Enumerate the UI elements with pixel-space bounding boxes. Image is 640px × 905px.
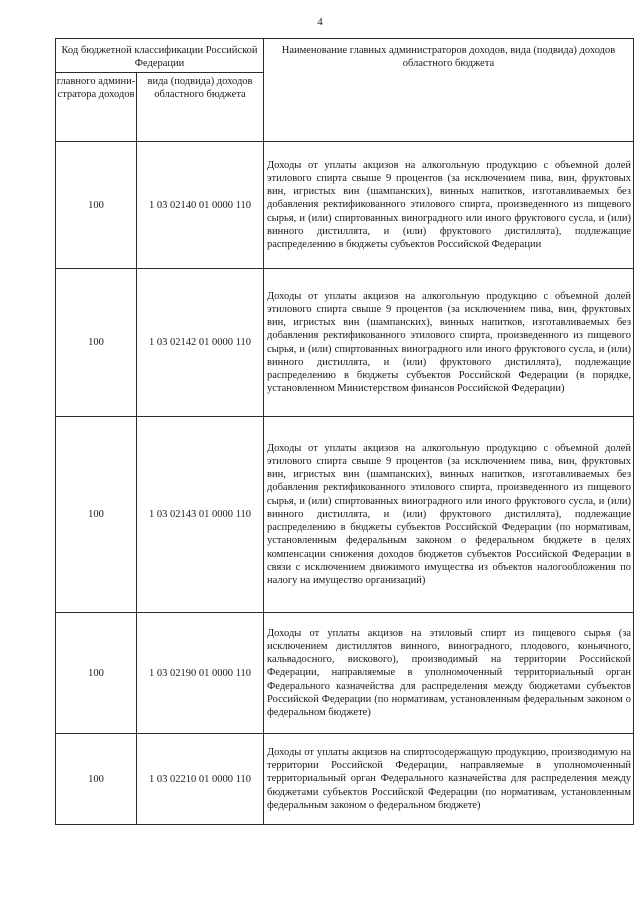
revenue-name-cell: Доходы от уплаты акцизов на алкогольную продукцию с объемной долей этилового спирта свыше 9 процентов (за исключением пива, вин, фруктовых вин, игристых вин (шампанских), винных напитков, изготавливаемых без добавления ректификованного этилового спирта, произведенного из пищевого сырья, и (или) спиртованных виноградного или иного фруктового сусла, и (или) винного дистиллята, и (или) фруктового дистиллята), подлежащие распределению в бюджеты субъектов Российской Федерации (264, 142, 634, 269)
header-revenue-type-column: вида (подвида) доходов областного бюджета (137, 73, 264, 142)
admin-code-cell: 100 (56, 417, 137, 613)
table-row (56, 417, 634, 613)
revenue-code-cell: 1 03 02210 01 0000 110 (137, 734, 264, 825)
table-row (56, 613, 634, 734)
admin-code-cell: 100 (56, 734, 137, 825)
revenue-name-cell: Доходы от уплаты акцизов на алкогольную продукцию с объемной долей этилового спирта свыше 9 процентов (за исключением пива, вин, фруктовых вин, игристых вин (шампанских), винных напитков, изготавливаемых без добавления ректификованного этилового спирта, произведенного из пищевого сырья, и (или) спиртованных виноградного или иного фруктового сусла, и (или) винного дистиллята, и (или) фруктового дистиллята), подлежащие распределению в бюджеты субъектов Российской Федерации (в порядке, установленном Министерством финансов Российской Федерации) (264, 269, 634, 417)
revenue-name-cell: Доходы от уплаты акцизов на спиртосодержащую продукцию, производимую на территории Российской Федерации, направляемые в уполномоченный территориальный орган Федерального казначейства для распределения между бюджетами субъектов Российской Федерации (по нормативам, установленным федеральным законом о федеральном бюджете) (264, 734, 634, 825)
revenue-code-cell: 1 03 02190 01 0000 110 (137, 613, 264, 734)
admin-code-cell: 100 (56, 269, 137, 417)
header-name-column: Наименование главных администраторов доходов, вида (подвида) доходов областного бюджета (264, 39, 634, 142)
revenue-code-cell: 1 03 02143 01 0000 110 (137, 417, 264, 613)
table-row (56, 269, 634, 417)
revenue-code-cell: 1 03 02140 01 0000 110 (137, 142, 264, 269)
revenue-name-cell: Доходы от уплаты акцизов на этиловый спирт из пищевого сырья (за исключением дистиллятов винного, виноградного, плодового, коньячного, кальвадосного, вискового), производимый на территории Российской Федерации, направляемые в уполномоченный территориальный орган Федерального казначейства для распределения между бюджетами субъектов Российской Федерации (по нормативам, установленным федеральным законом о федеральном бюджете) (264, 613, 634, 734)
revenue-classification-table (55, 38, 634, 825)
admin-code-cell: 100 (56, 613, 137, 734)
admin-code-cell: 100 (56, 142, 137, 269)
header-code-group: Код бюджетной классификации Российской Федерации (56, 39, 264, 73)
revenue-name-cell: Доходы от уплаты акцизов на алкогольную продукцию с объемной долей этилового спирта свыше 9 процентов (за исключением пива, вин, фруктовых вин, игристых вин (шампанских), винных напитков, изготавливаемых без добавления ректификованного этилового спирта, произведенного из пищевого сырья, и (или) спиртованных виноградного или иного фруктового сусла, и (или) винного дистиллята, и (или) фруктового дистиллята), подлежащие распределению в бюджеты субъектов Российской Федерации (по нормативам, установленным федеральным законом о федеральном бюджете в целях компенсации снижения доходов бюджетов субъектов Российской Федерации в связи с исключением движимого имущества из объектов налогообложения по налогу на имущество организаций) (264, 417, 634, 613)
revenue-code-cell: 1 03 02142 01 0000 110 (137, 269, 264, 417)
page-number: 4 (317, 16, 323, 28)
header-admin-column: главного админи-стратора доходов (56, 73, 137, 142)
table-row (56, 142, 634, 269)
table-row (56, 734, 634, 825)
